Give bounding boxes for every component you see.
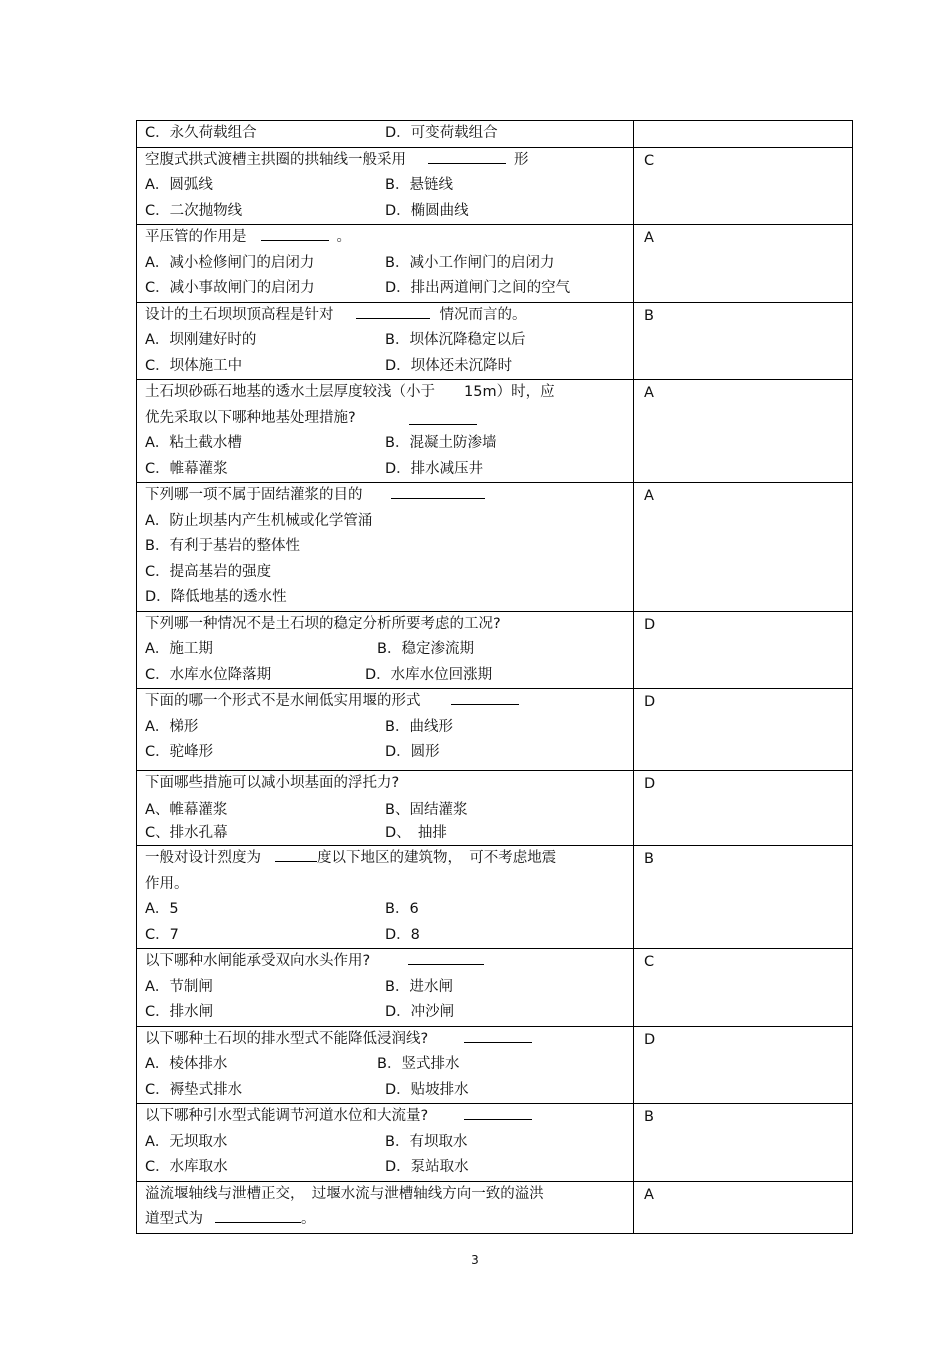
answer: D: [644, 694, 656, 710]
option-b: B．有利于基岩的整体性: [145, 538, 300, 554]
page-number: 3: [471, 1253, 479, 1267]
answer: A: [644, 1186, 654, 1203]
option-a: A．防止坝基内产生机械或化学管涌: [145, 512, 373, 529]
answer-blank: [464, 1028, 532, 1043]
answer-blank: [428, 149, 506, 164]
question-text: 下列哪一项不属于固结灌浆的目的: [145, 487, 363, 503]
table-row: [137, 483, 853, 612]
option-b: B．减小工作闸门的启闭力: [385, 254, 555, 271]
question-text: 溢流堰轴线与泄槽正交， 过堰水流与泄槽轴线方向一致的溢洪: [145, 1185, 544, 1202]
option-c: C．水库水位降落期: [145, 666, 272, 683]
option-a: A．梯形: [145, 718, 199, 735]
option-b: B．进水闸: [385, 978, 453, 995]
option-d: D．坝体还未沉降时: [385, 357, 513, 374]
question-suffix: 。: [336, 229, 351, 245]
option-b: B．曲线形: [385, 718, 453, 735]
answer: D: [644, 776, 656, 792]
option-b: B．稳定渗流期: [377, 641, 474, 657]
option-a: A、帷幕灌浆: [145, 801, 228, 818]
answer-blank: [356, 304, 430, 319]
answer-blank: [409, 410, 477, 425]
answer-cell: [634, 483, 853, 612]
option-d: D．可变荷载组合: [385, 125, 498, 141]
option-d: D．排水减压井: [385, 460, 484, 477]
option-b: B．悬链线: [385, 177, 453, 193]
table-row: [137, 302, 853, 380]
question-text: 平压管的作用是: [145, 229, 247, 245]
option-b: B、固结灌浆: [385, 801, 468, 818]
question-text: 以下哪种水闸能承受双向水头作用?: [145, 953, 371, 969]
table-row: [137, 121, 853, 148]
answer: D: [644, 1031, 656, 1048]
option-a: A．5: [145, 901, 179, 917]
question-text: 下面哪些措施可以减小坝基面的浮托力?: [145, 775, 400, 791]
option-b: B．6: [385, 901, 419, 917]
question-cell: [137, 771, 634, 846]
question-cell: [137, 483, 634, 612]
table-row: [137, 611, 853, 689]
question-cell: [137, 302, 634, 380]
answer-blank: [464, 1105, 532, 1120]
option-c: C．水库取水: [145, 1159, 228, 1175]
question-text-line2: 优先采取以下哪种地基处理措施?: [145, 409, 356, 426]
table-row: [137, 380, 853, 483]
option-d: D．泵站取水: [385, 1159, 469, 1175]
option-a: A．减小检修闸门的启闭力: [145, 254, 315, 271]
answer: [644, 121, 842, 122]
question-cell: [137, 689, 634, 771]
option-a: A．无坝取水: [145, 1133, 228, 1150]
table-row: [137, 1026, 853, 1104]
option-b: B．有坝取水: [385, 1133, 468, 1150]
question-text-line2: 作用。: [145, 875, 189, 892]
question-suffix: 情况而言的。: [439, 306, 527, 323]
question-suffix: 形: [514, 151, 529, 168]
option-d: D．冲沙闸: [385, 1004, 455, 1020]
answer-cell: [634, 1104, 853, 1182]
question-cell: [137, 846, 634, 949]
table-row: [137, 846, 853, 949]
question-cell: [137, 949, 634, 1027]
answer-cell: [634, 846, 853, 949]
table-row: [137, 147, 853, 225]
answer: B: [644, 307, 654, 324]
option-c: C．减小事故闸门的启闭力: [145, 280, 315, 296]
answer-blank: [451, 690, 519, 705]
question-text: 下面的哪一个形式不是水闸低实用堰的形式: [145, 693, 421, 709]
answer-blank: [261, 226, 329, 241]
option-d: D．圆形: [385, 744, 440, 760]
option-d: D．排出两道闸门之间的空气: [385, 280, 571, 296]
answer-cell: [634, 611, 853, 689]
question-text: 一般对设计烈度为: [145, 850, 261, 866]
question-suffix: 。: [301, 1211, 316, 1227]
table-row: [137, 689, 853, 771]
question-cell: [137, 1104, 634, 1182]
question-cell: [137, 147, 634, 225]
answer: C: [644, 152, 655, 169]
option-a: A．坝刚建好时的: [145, 332, 257, 348]
question-table: [136, 120, 853, 1234]
answer: C: [644, 954, 655, 970]
question-cell: [137, 121, 634, 148]
answer-cell: [634, 302, 853, 380]
option-c: C．帷幕灌浆: [145, 460, 228, 477]
answer: A: [644, 385, 654, 401]
option-c: C．坝体施工中: [145, 357, 243, 374]
answer-blank: [275, 847, 317, 862]
answer-cell: [634, 1026, 853, 1104]
question-text: 以下哪种土石坝的排水型式不能降低浸润线?: [145, 1030, 429, 1047]
question-text: 以下哪种引水型式能调节河道水位和大流量?: [145, 1108, 429, 1124]
option-d: D、 抽排: [385, 825, 447, 841]
option-a: A．节制闸: [145, 978, 213, 995]
answer-cell: [634, 949, 853, 1027]
answer-cell: [634, 689, 853, 771]
option-b: B．混凝土防渗墙: [385, 435, 497, 451]
option-c: C．二次抛物线: [145, 202, 243, 219]
question-cell: [137, 225, 634, 303]
option-c: C．褥垫式排水: [145, 1081, 243, 1098]
option-a: A．粘土截水槽: [145, 435, 242, 451]
option-d: D．降低地基的透水性: [145, 589, 287, 605]
answer-blank: [391, 484, 485, 499]
table-row: [137, 1104, 853, 1182]
option-c: C．永久荷载组合: [145, 125, 257, 141]
answer-cell: [634, 147, 853, 225]
answer: B: [644, 851, 654, 867]
option-b: B．坝体沉降稳定以后: [385, 332, 526, 348]
answer: D: [644, 616, 656, 633]
option-c: C．排水闸: [145, 1004, 214, 1020]
table-row: [137, 949, 853, 1027]
table-row: [137, 225, 853, 303]
answer: A: [644, 488, 654, 504]
question-text: 土石坝砂砾石地基的透水土层厚度较浅（小于 15m）时，应: [145, 384, 555, 400]
question-cell: [137, 611, 634, 689]
answer-cell: [634, 225, 853, 303]
answer-cell: [634, 771, 853, 846]
answer-blank: [215, 1208, 301, 1223]
option-b: B．竖式排水: [377, 1056, 460, 1072]
option-a: A．圆弧线: [145, 177, 213, 193]
answer: B: [644, 1109, 654, 1125]
option-d: D．椭圆曲线: [385, 202, 469, 219]
question-text: 空腹式拱式渡槽主拱圈的拱轴线一般采用: [145, 151, 406, 168]
option-c: C．7: [145, 926, 179, 943]
option-c: C．提高基岩的强度: [145, 563, 272, 580]
question-cell: [137, 1181, 634, 1233]
table-row: [137, 771, 853, 846]
answer: A: [644, 230, 654, 246]
option-c: C、排水孔幕: [145, 825, 228, 841]
answer-blank: [408, 950, 484, 965]
question-cell: [137, 1026, 634, 1104]
option-d: D．水库水位回涨期: [365, 666, 493, 683]
question-suffix: 度以下地区的建筑物， 可不考虑地震: [317, 850, 557, 866]
question-cell: [137, 380, 634, 483]
option-d: D．8: [385, 926, 420, 943]
option-d: D．贴坡排水: [385, 1081, 469, 1098]
option-a: A．施工期: [145, 641, 213, 657]
option-a: A．棱体排水: [145, 1056, 228, 1072]
question-text: 下列哪一种情况不是土石坝的稳定分析所要考虑的工况?: [145, 615, 501, 632]
table-row: [137, 1181, 853, 1233]
answer-cell: [634, 121, 853, 148]
question-text: 设计的土石坝坝顶高程是针对: [145, 306, 334, 323]
option-c: C．驼峰形: [145, 744, 214, 760]
answer-cell: [634, 1181, 853, 1233]
answer-cell: [634, 380, 853, 483]
question-text-line2: 道型式为: [145, 1211, 203, 1227]
